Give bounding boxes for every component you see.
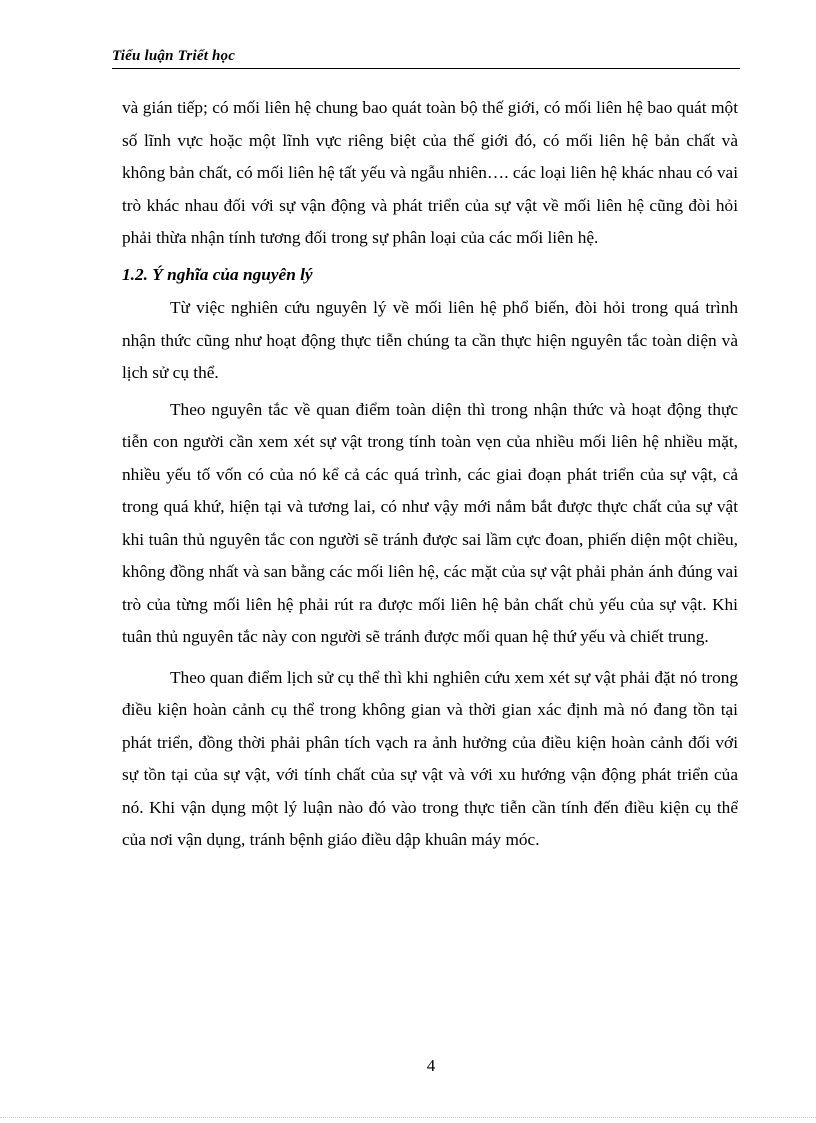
header-title: Tiểu luận Triết học <box>112 48 236 64</box>
page-number: 4 <box>426 1056 436 1075</box>
page-header <box>112 50 740 69</box>
section-heading: 1.2. Ý nghĩa của nguyên lý <box>122 264 313 284</box>
document-body <box>122 92 738 857</box>
paragraph-1: và gián tiếp; có mối liên hệ chung bao quát toàn bộ thế giới, có mối liên hệ bao quát một số lĩnh vực hoặc một lĩnh vực riêng biệt của thế giới đó, có mối liên hệ bản chất và không bản chất, có mối liên hệ tất yếu và ngẫu nhiên…. các loại liên hệ khác nhau có vai trò khác nhau đối với sự vận động và phát triển của sự vật về mối liên hệ cũng đòi hỏi phải thừa nhận tính tương đối trong sự phân loại của các mối liên hệ. <box>122 98 738 247</box>
page-bottom-border <box>0 1117 816 1118</box>
paragraph-3: Theo nguyên tắc về quan điểm toàn diện thì trong nhận thức và hoạt động thực tiễn con người cần xem xét sự vật trong tính toàn vẹn của nhiều mối liên hệ nhiều mặt, nhiều yếu tố vốn có của nó kể cả các quá trình, các giai đoạn phát triển của sự vật, cả trong quá khứ, hiện tại và tương lai, có như vậy mới nắm bắt được thực chất của sự vật khi tuân thủ nguyên tắc con người sẽ tránh được sai lầm cực đoan, phiến diện một chiều, không đồng nhất và san bằng các mối liên hệ, các mặt của sự vật phải phản ánh đúng vai trò của từng mối liên hệ phải rút ra được mối liên hệ bản chất chủ yếu của sự vật. Khi tuân thủ nguyên tắc này con người sẽ tránh được mối quan hệ thứ yếu và chiết trung. <box>122 399 738 646</box>
paragraph-4: Theo quan điểm lịch sử cụ thể thì khi nghiên cứu xem xét sự vật phải đặt nó trong điều kiện hoàn cảnh cụ thể trong không gian và thời gian xác định mà nó đang tồn tại phát triển, đồng thời phải phân tích vạch ra ảnh hưởng của điều kiện hoàn cảnh đối với sự tồn tại của sự vật, với tính chất của sự vật và với xu hướng vận động phát triển của nó. Khi vận dụng một lý luận nào đó vào trong thực tiễn cần tính đến điều kiện cụ thể của nơi vận dụng, tránh bệnh giáo điều dập khuân máy móc. <box>122 667 738 849</box>
paragraph-2: Từ việc nghiên cứu nguyên lý về mối liên hệ phổ biến, đòi hỏi trong quá trình nhận thức cũng như hoạt động thực tiễn chúng ta cần thực hiện nguyên tắc toàn diện và lịch sử cụ thể. <box>122 298 738 382</box>
